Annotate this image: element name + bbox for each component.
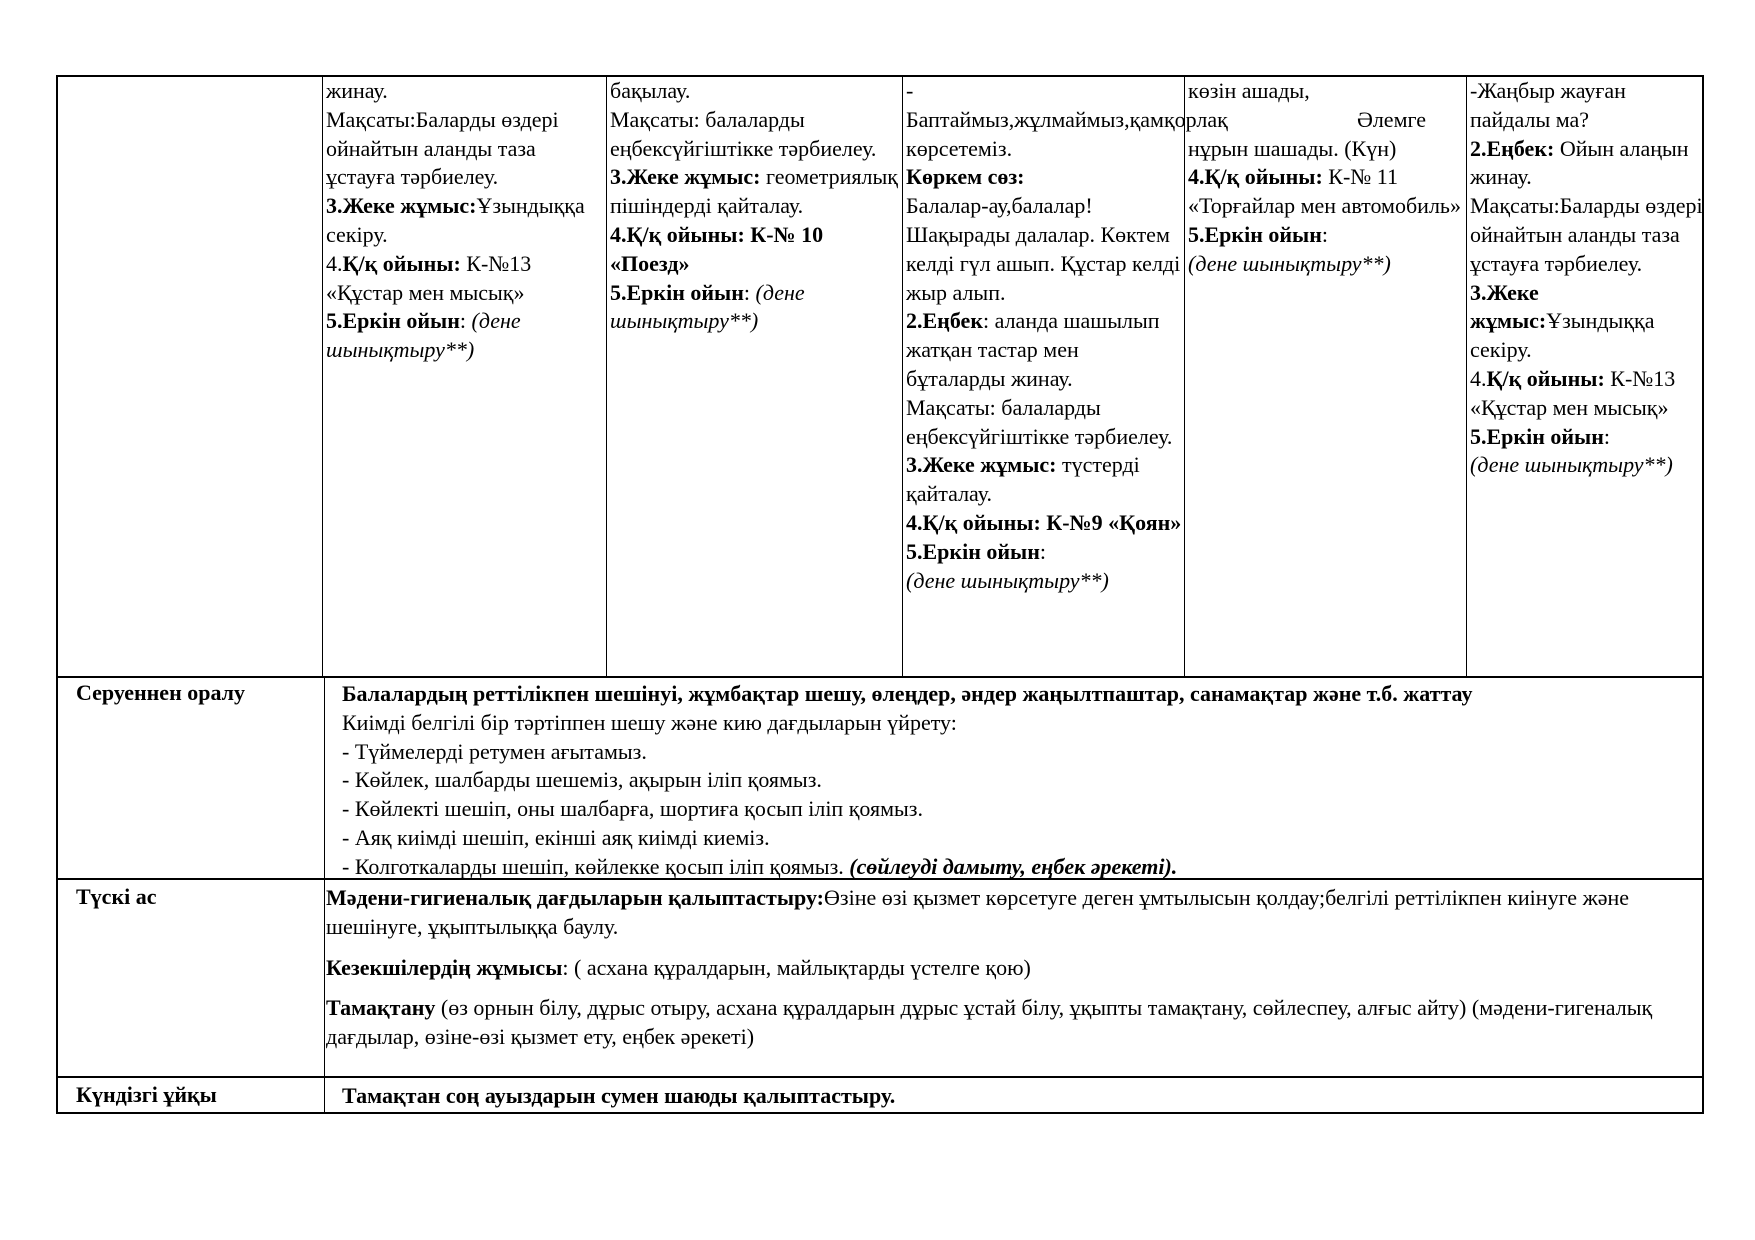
column-line	[1470, 365, 1704, 423]
paragraph-duty	[326, 954, 1690, 983]
column-divider	[1466, 77, 1467, 676]
column-line	[1470, 423, 1704, 452]
column-line	[1188, 221, 1462, 250]
list-item: - Көйлекті шешіп, оны шалбарға, шортиға қосып іліп қоямыз.	[342, 796, 923, 822]
line-fragment: (дене шынықтыру**)	[1470, 452, 1673, 478]
line-fragment: 2.Еңбек:	[1470, 135, 1555, 161]
column-line	[610, 163, 898, 221]
column-divider	[902, 77, 903, 676]
line-fragment: 4.Қ/қ ойыны: К-№9 «Қоян»	[906, 509, 1182, 535]
column-line	[1470, 279, 1704, 365]
line-fragment: Әлемге	[1356, 106, 1426, 132]
column-divider	[606, 77, 607, 676]
line-fragment: -	[906, 78, 914, 103]
column-line	[1470, 192, 1704, 278]
paragraph-text: (өз орнын білу, дұрыс отыру, асхана құралдарын дұрыс ұстай білу, ұқыпты тамақтану, сөйлеспеу, алғыс айту) (мәдени-гигеналық дағдылар, өзіне-өзі қызмет ету, еңбек әрекеті)	[326, 995, 1653, 1050]
line-fragment: нұрын шашады. (Күн)	[1188, 135, 1397, 161]
line-fragment: :	[459, 308, 472, 334]
column-line	[1188, 250, 1462, 279]
line-fragment: (дене шынықтыру**)	[906, 567, 1109, 593]
line-fragment: : аланда шашылып жатқан тастар мен бұталарды жинау.	[906, 308, 1160, 391]
column-line	[906, 163, 1182, 192]
line-fragment: (дене шынықтыру**)	[610, 279, 805, 334]
day-column-2	[610, 77, 898, 336]
day-column-5	[1470, 77, 1704, 480]
column-line	[906, 567, 1182, 596]
row-divider	[324, 678, 325, 878]
line-fragment: 5.Еркін ойын	[610, 279, 744, 305]
column-line	[906, 192, 1182, 307]
line-fragment: бақылау.	[610, 78, 691, 103]
row-content: Тамақтан соң ауыздарын сумен шаюды қалыптастыру.	[342, 1083, 896, 1108]
line-fragment: Ұзындыққа секіру.	[326, 193, 585, 247]
line-fragment: К-№13 «Құстар мен мысық»	[1470, 365, 1676, 420]
line-fragment: түстерді қайталау.	[906, 452, 1140, 507]
list-item: - Түймелерді ретумен ағытамыз.	[342, 738, 647, 764]
line-fragment: Қ/қ ойыны:	[342, 250, 461, 276]
row-heading: Балалардың реттілікпен шешінуі, жұмбақтар шешу, өлеңдер, әндер жаңылтпаштар, санамақтар және т.б. жаттау	[342, 681, 1473, 706]
row-divider	[324, 1078, 325, 1112]
row-divider	[324, 880, 325, 1076]
column-line	[906, 307, 1182, 393]
column-line	[906, 451, 1182, 509]
row-intro: Киімді белгілі бір тәртіппен шешу және кию дағдыларын үйрету:	[342, 709, 957, 735]
document-page	[56, 75, 1704, 1114]
line-fragment: Мақсаты:Баларды өздері ойнайтын аланды таза ұстауға тәрбиелеу.	[326, 106, 559, 190]
column-line	[1188, 163, 1462, 221]
line-fragment: жинау.	[326, 78, 388, 103]
column-line	[326, 192, 602, 250]
lunch-row	[56, 878, 1704, 1076]
paragraph-text: Өзіне өзі қызмет көрсетуге деген ұмтылысын қолдау;белгілі реттілікпен киінуге және шешінуге, ұқыптылыққа баулу.	[326, 885, 1630, 939]
line-fragment: Көркем сөз:	[906, 164, 1025, 190]
line-fragment: -Жаңбыр жауған пайдалы ма?	[1470, 78, 1626, 132]
column-line	[610, 221, 898, 279]
line-fragment: Ұзындыққа секіру.	[1470, 308, 1655, 363]
line-fragment: 4.	[326, 250, 343, 276]
column-line	[906, 77, 1182, 106]
column-line	[326, 250, 602, 308]
column-line	[906, 106, 1228, 164]
line-fragment: 5.Еркін ойын	[326, 308, 460, 334]
line-fragment: :	[1039, 538, 1047, 564]
line-fragment: :	[1603, 423, 1611, 449]
column-line	[906, 394, 1182, 452]
column-line	[906, 509, 1182, 538]
row-content	[326, 884, 1690, 1052]
day-column-4	[1188, 77, 1462, 279]
line-fragment: көзін ашады,	[1188, 78, 1310, 103]
line-fragment: (дене шынықтыру**)	[326, 308, 521, 363]
paragraph-bold: Тамақтану	[326, 995, 436, 1021]
column-line	[326, 307, 602, 365]
line-fragment: :	[1321, 221, 1329, 247]
line-fragment: 3.Жеке жұмыс:	[1470, 279, 1547, 334]
list-item-text: - Колготкаларды шешіп, көйлекке қосып іліп қоямыз.	[342, 853, 850, 879]
line-fragment: 5.Еркін ойын	[1188, 221, 1322, 247]
line-fragment: геометриялық пішіндерді қайталау.	[610, 164, 898, 219]
paragraph-eating	[326, 994, 1690, 1052]
return-walk-row	[56, 676, 1704, 878]
list-item: - Көйлек, шалбарды шешеміз, ақырын іліп қоямыз.	[342, 767, 822, 793]
column-divider	[322, 77, 323, 676]
column-line	[1470, 77, 1704, 135]
column-line	[1188, 135, 1462, 164]
row-note: (сөйлеуді дамыту, еңбек әрекеті).	[849, 853, 1178, 879]
column-line	[326, 77, 602, 106]
line-fragment: Балалар-ау,балалар! Шақырады далалар. Көктем келді гүл ашып. Құстар келді жыр алып.	[906, 193, 1181, 305]
row-label: Серуеннен оралу	[76, 680, 246, 705]
list-item: - Аяқ киімді шешіп, екінші аяқ киімді киеміз.	[342, 824, 770, 850]
column-line	[906, 538, 1182, 567]
line-fragment: 3.Жеке жұмыс:	[326, 193, 477, 219]
day-column-3	[906, 77, 1228, 595]
line-fragment: Мақсаты:Баларды өздері ойнайтын аланды таза ұстауға тәрбиелеу.	[1470, 193, 1703, 276]
line-fragment: 4.Қ/қ ойыны:	[1188, 164, 1323, 190]
paragraph-text: : ( асхана құралдарын, майлықтарды үстелге қою)	[562, 954, 1031, 980]
column-line	[1188, 106, 1462, 135]
line-fragment: 3.Жеке жұмыс:	[610, 164, 761, 190]
column-line	[1470, 451, 1704, 480]
line-fragment: 5.Еркін ойын	[906, 538, 1040, 564]
paragraph-bold: Мәдени-гигиеналық дағдыларын қалыптастыру:	[326, 885, 824, 910]
column-line	[610, 77, 898, 106]
row-content	[342, 680, 1702, 882]
nap-row	[56, 1076, 1704, 1114]
line-fragment: 4.	[1470, 365, 1487, 391]
line-fragment: К-№13 «Құстар мен мысық»	[326, 250, 532, 305]
row-label: Түскі ас	[76, 884, 157, 909]
line-fragment: Мақсаты: балаларды еңбексүйгіштікке тәрбиелеу.	[906, 394, 1173, 449]
walk-activities-row	[56, 75, 1704, 676]
line-fragment: :	[743, 279, 756, 305]
line-fragment: Ойын алаңын жинау.	[1470, 135, 1689, 190]
row-label: Күндізгі ұйқы	[76, 1082, 217, 1107]
line-fragment: Баптаймыз,жұлмаймыз,қамқорлақ көрсетеміз.	[906, 106, 1228, 161]
line-fragment: 3.Жеке жұмыс:	[906, 452, 1057, 478]
column-line	[610, 106, 898, 164]
column-line	[610, 279, 898, 337]
column-line	[1188, 77, 1462, 106]
line-fragment: 5.Еркін ойын	[1470, 423, 1604, 449]
line-fragment: 2.Еңбек	[906, 308, 983, 334]
column-line	[326, 106, 602, 192]
line-fragment: К-№ 11 «Торғайлар мен автомобиль»	[1188, 164, 1461, 219]
line-fragment: Мақсаты: балаларды еңбексүйгіштікке тәрбиелеу.	[610, 106, 877, 161]
paragraph-hygiene	[326, 884, 1690, 942]
column-divider	[1184, 77, 1185, 676]
line-fragment: 4.Қ/қ ойыны: К-№ 10 «Поезд»	[610, 221, 824, 276]
column-line	[1470, 135, 1704, 193]
line-fragment: Қ/қ ойыны:	[1486, 365, 1605, 391]
line-fragment: (дене шынықтыру**)	[1188, 250, 1391, 276]
paragraph-bold: Кезекшілердің жұмысы	[326, 954, 563, 980]
day-column-1	[326, 77, 602, 365]
